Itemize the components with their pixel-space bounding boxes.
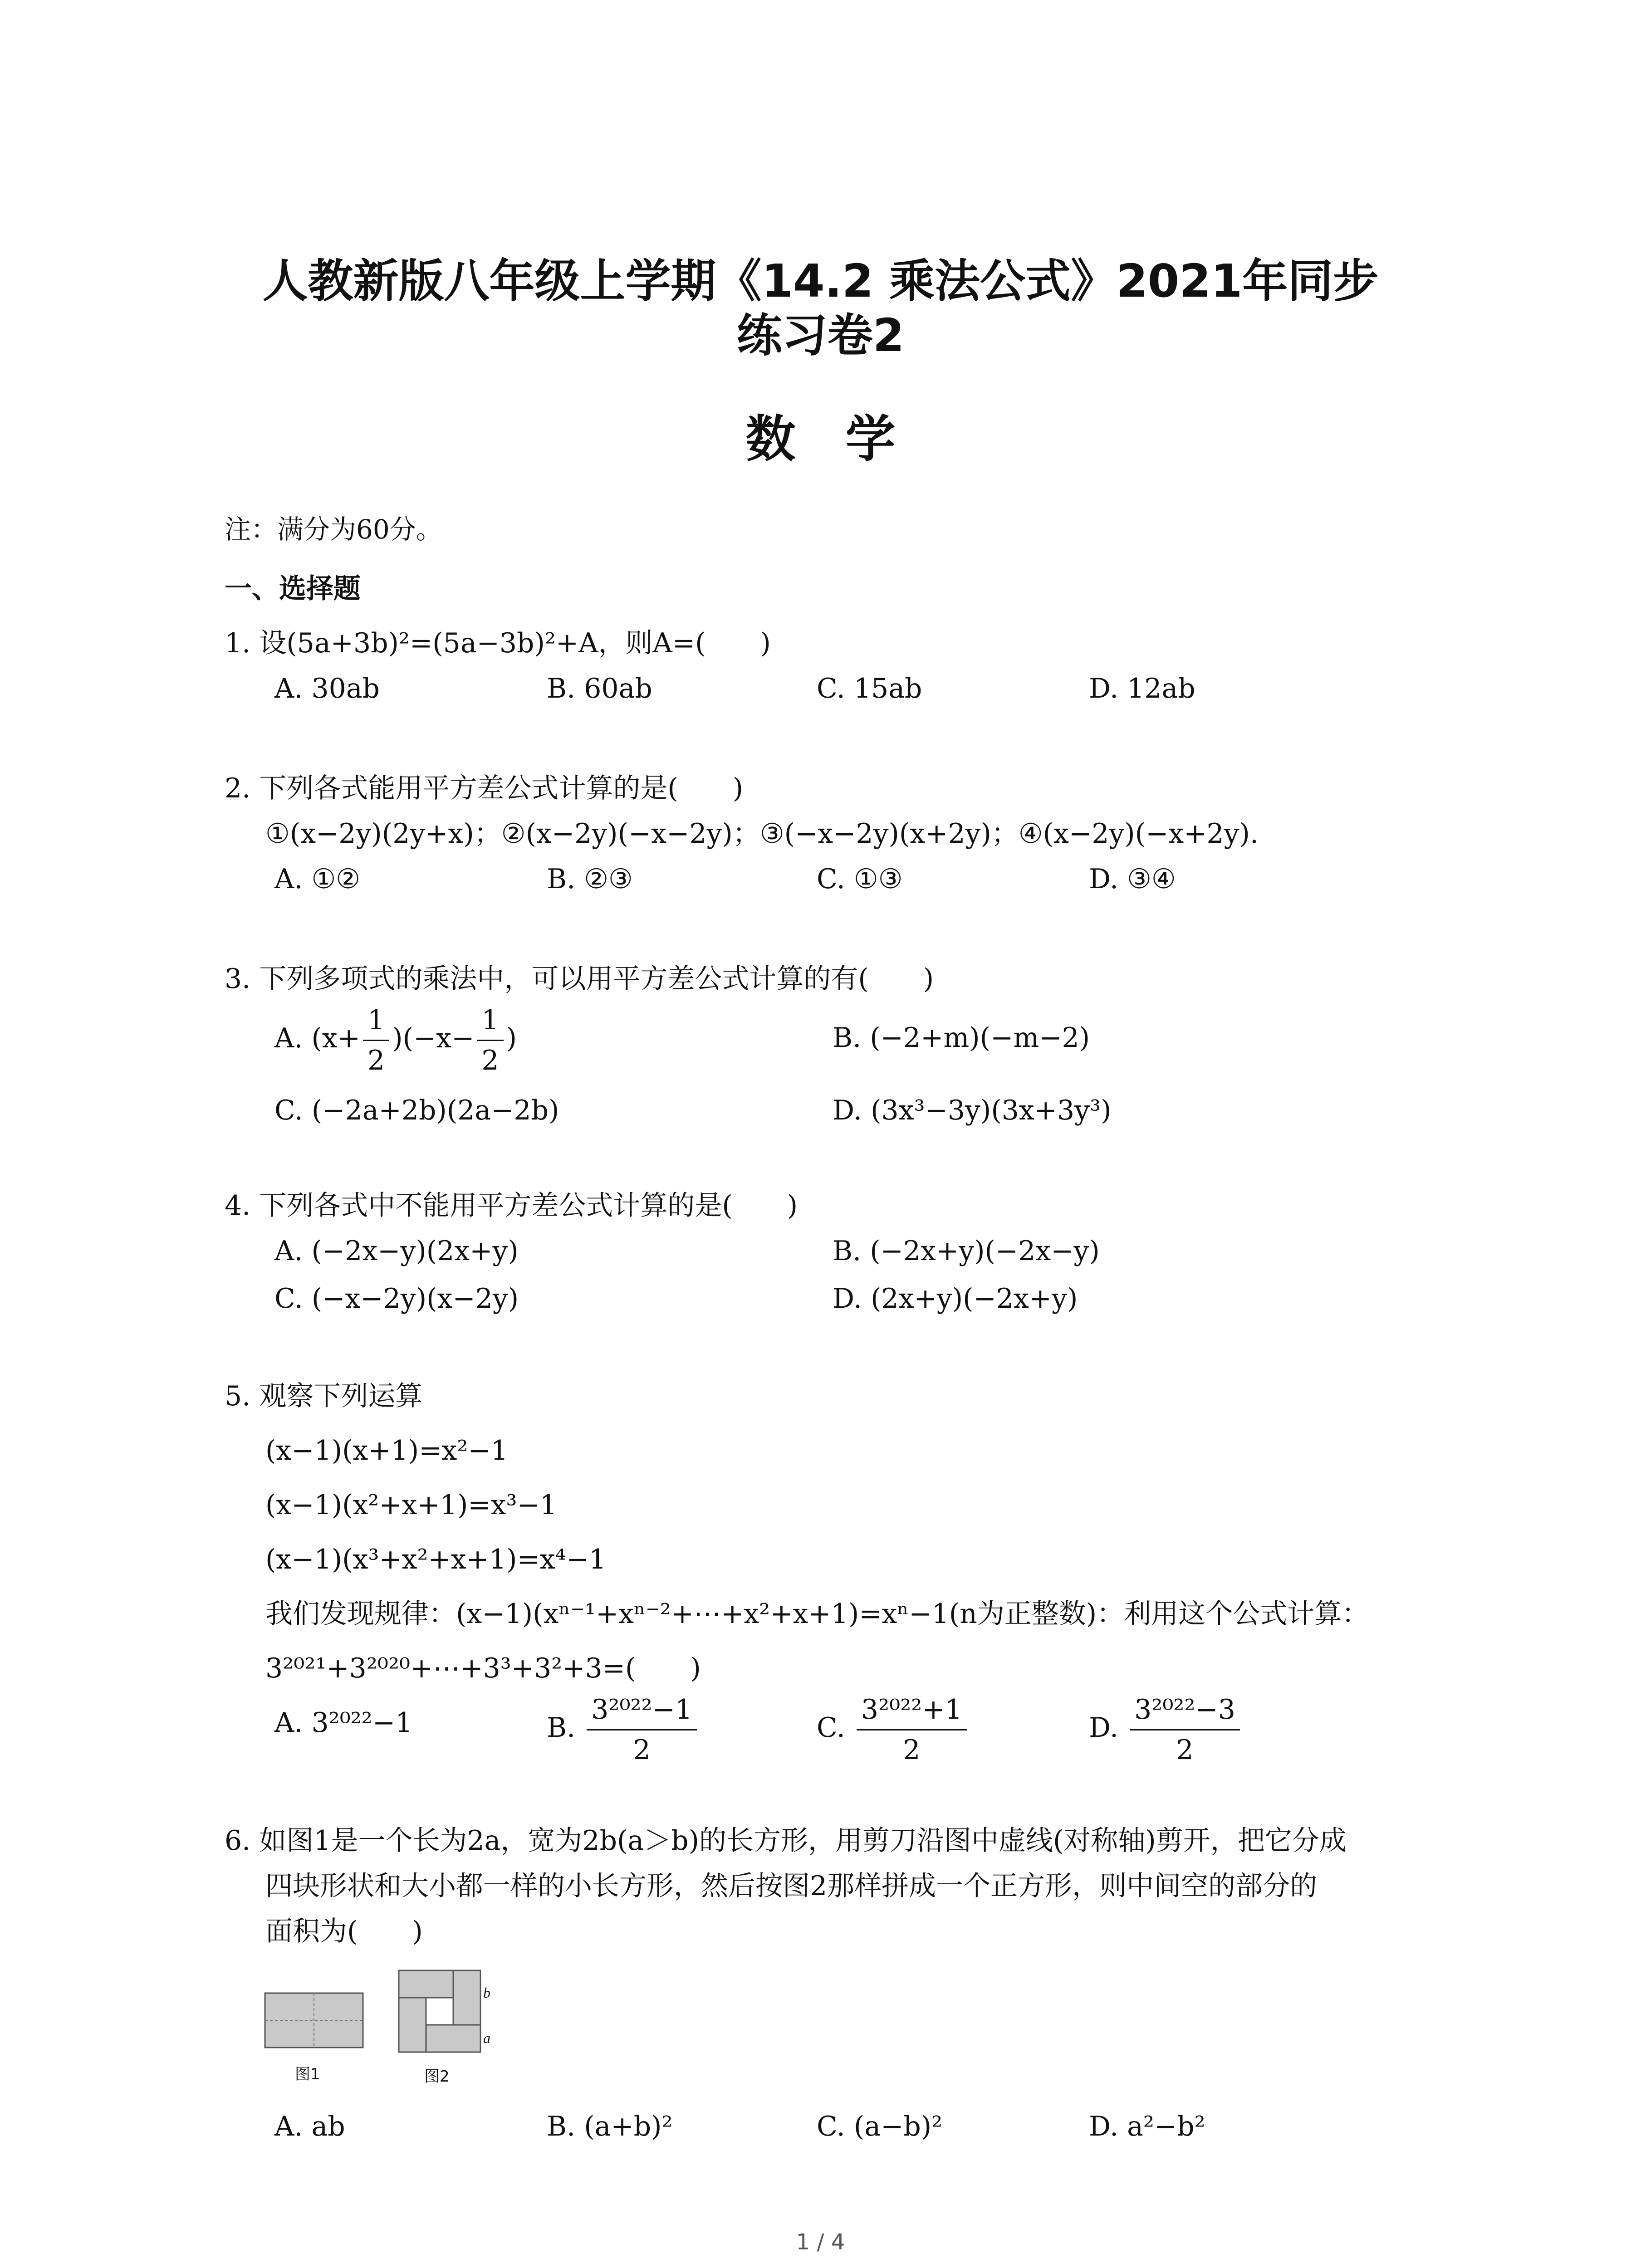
figure-2-label-b: b: [483, 1984, 490, 2001]
question-5-option-c-letter: C.: [817, 1712, 845, 1744]
question-5-expression: 3²⁰²¹+3²⁰²⁰+⋯+3³+3²+3=( ): [265, 1652, 701, 1684]
question-5-rule: 我们发现规律：(x−1)(xⁿ⁻¹+xⁿ⁻²+⋯+x²+x+1)=xⁿ−1(n为正整数)：利用这个公式计算：: [265, 1598, 1369, 1630]
question-5-line-1: (x−1)(x+1)=x²−1: [265, 1435, 508, 1466]
question-1-stem: 1. 设(5a+3b)²=(5a−3b)²+A，则A=( ): [225, 627, 771, 659]
figure-2-caption: 图2: [424, 2068, 450, 2086]
page-number: 1 / 4: [796, 2229, 845, 2255]
fraction-numerator: 1: [477, 1002, 503, 1041]
fraction-numerator: 3²⁰²²−3: [1130, 1692, 1240, 1730]
document-title-line2: 练习卷2: [736, 309, 905, 362]
fraction-denominator: 2: [1176, 1734, 1194, 1766]
question-6-line-1: 6. 如图1是一个长为2a，宽为2b(a＞b)的长方形，用剪刀沿图中虚线(对称轴)剪开，把它分成: [225, 1825, 1347, 1857]
section-heading: 一、选择题: [225, 573, 361, 605]
question-5-option-c[interactable]: [817, 1692, 970, 1768]
fraction-numerator: 3²⁰²²+1: [857, 1692, 967, 1730]
question-2-option-b[interactable]: B. ②③: [547, 863, 633, 895]
question-5-option-b[interactable]: [547, 1692, 700, 1768]
question-4-option-c[interactable]: C. (−x−2y)(x−2y): [274, 1283, 519, 1315]
question-2-option-d[interactable]: D. ③④: [1089, 863, 1176, 895]
fraction-denominator: 2: [481, 1045, 499, 1076]
question-3-option-c[interactable]: C. (−2a+2b)(2a−2b): [274, 1095, 559, 1126]
score-note: 注：满分为60分。: [225, 514, 442, 545]
figure-1: [263, 1991, 367, 2083]
question-5-option-d-letter: D.: [1089, 1712, 1119, 1744]
expr-part: ): [506, 1022, 517, 1055]
question-1-option-b[interactable]: B. 60ab: [547, 673, 652, 704]
question-3-option-a-letter: A.: [274, 1022, 303, 1055]
question-4-option-d[interactable]: D. (2x+y)(−2x+y): [833, 1283, 1078, 1315]
question-4-option-b[interactable]: B. (−2x+y)(−2x−y): [833, 1235, 1100, 1267]
question-2-option-a[interactable]: A. ①②: [274, 863, 361, 895]
question-6-line-3: 面积为( ): [265, 1916, 423, 1947]
fraction-denominator: 2: [903, 1734, 921, 1766]
fraction-half-1: [363, 1002, 389, 1078]
expr-part: (x+: [311, 1022, 361, 1055]
fraction-numerator: 3²⁰²²−1: [587, 1692, 697, 1730]
question-4-option-a[interactable]: A. (−2x−y)(2x+y): [274, 1235, 519, 1267]
question-3-stem: 3. 下列多项式的乘法中，可以用平方差公式计算的有( ): [225, 963, 934, 995]
question-6-option-c[interactable]: C. (a−b)²: [817, 2111, 943, 2142]
question-3-option-b[interactable]: B. (−2+m)(−m−2): [833, 1022, 1090, 1054]
question-5-option-d-fraction: [1130, 1692, 1240, 1768]
question-5-option-b-letter: B.: [547, 1712, 576, 1744]
question-1-option-d[interactable]: D. 12ab: [1089, 673, 1195, 704]
question-5-option-c-fraction: [857, 1692, 967, 1768]
question-6-line-2: 四块形状和大小都一样的小长方形，然后按图2那样拼成一个正方形，则中间空的部分的: [265, 1870, 1318, 1902]
fraction-denominator: 2: [367, 1045, 385, 1076]
document-title-line1: 人教新版八年级上学期《14.2 乘法公式》2021年同步: [262, 254, 1379, 308]
question-2-expressions: ①(x−2y)(2y+x)；②(x−2y)(−x−2y)；③(−x−2y)(x+2y)；④(x−2y)(−x+2y).: [265, 818, 1259, 850]
fraction-half-2: [477, 1002, 503, 1078]
question-2-stem: 2. 下列各式能用平方差公式计算的是( ): [225, 772, 744, 804]
question-5-stem: 5. 观察下列运算: [225, 1380, 423, 1412]
question-1-option-a[interactable]: A. 30ab: [274, 673, 380, 704]
question-2-option-c[interactable]: C. ①③: [817, 863, 903, 895]
question-5-option-a[interactable]: A. 3²⁰²²−1: [274, 1707, 413, 1739]
question-5-option-b-fraction: [587, 1692, 697, 1768]
question-5-line-2: (x−1)(x²+x+1)=x³−1: [265, 1489, 557, 1521]
subject-heading: 数学: [745, 410, 945, 468]
question-6-option-b[interactable]: B. (a+b)²: [547, 2111, 673, 2142]
question-4-stem: 4. 下列各式中不能用平方差公式计算的是( ): [225, 1190, 798, 1222]
expr-part: )(−x−: [392, 1022, 475, 1055]
fraction-denominator: 2: [633, 1734, 651, 1766]
question-1-option-c[interactable]: C. 15ab: [817, 673, 922, 704]
fraction-numerator: 1: [363, 1002, 389, 1041]
question-3-option-a[interactable]: [274, 1002, 517, 1078]
figure-2: [397, 1969, 506, 2086]
question-3-option-d[interactable]: D. (3x³−3y)(3x+3y³): [833, 1095, 1112, 1126]
question-6-option-a[interactable]: A. ab: [274, 2111, 345, 2142]
question-6-option-d[interactable]: D. a²−b²: [1089, 2111, 1205, 2142]
figure-2-label-a: a: [483, 2030, 490, 2046]
question-5-option-d[interactable]: [1089, 1692, 1243, 1768]
figure-1-caption: 图1: [295, 2065, 320, 2083]
question-3-option-a-expression: [311, 1002, 517, 1078]
question-5-line-3: (x−1)(x³+x²+x+1)=x⁴−1: [265, 1544, 607, 1575]
